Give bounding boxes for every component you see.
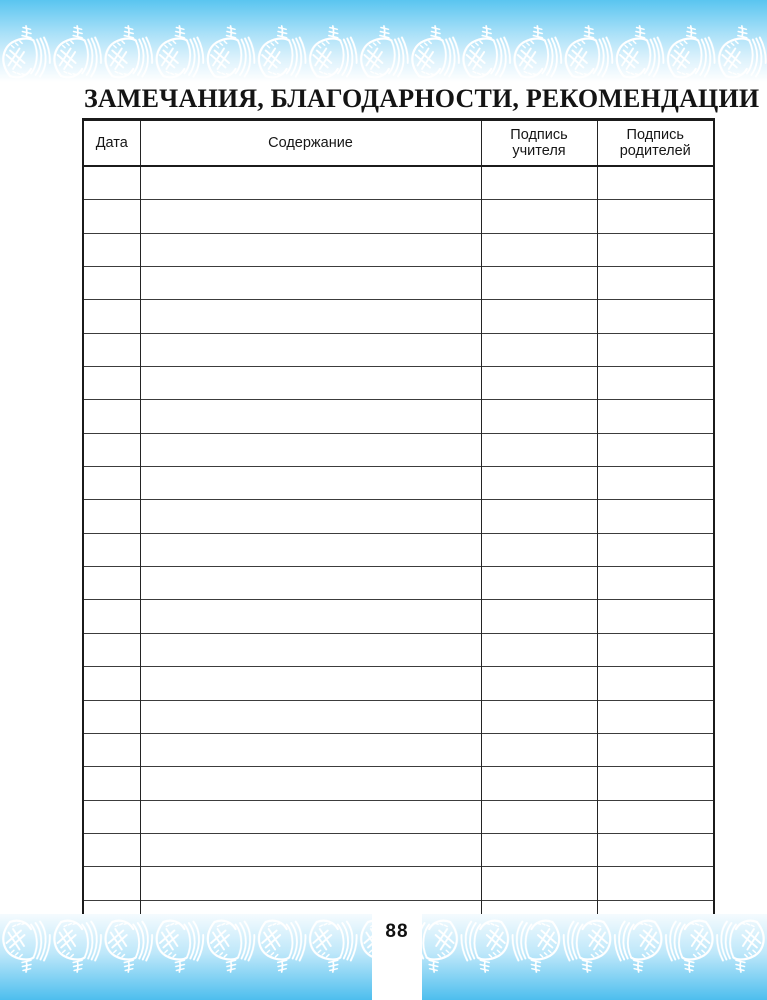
cell-parent-signature: [597, 333, 714, 366]
cell-date: [83, 200, 140, 233]
table-row: [83, 733, 714, 766]
cell-content: [140, 767, 481, 800]
cell-parent-signature: [597, 833, 714, 866]
cell-teacher-signature: [481, 500, 597, 533]
cell-parent-signature: [597, 400, 714, 433]
cell-content: [140, 500, 481, 533]
cell-date: [83, 333, 140, 366]
cell-content: [140, 733, 481, 766]
cell-teacher-signature: [481, 467, 597, 500]
table-row: [83, 833, 714, 866]
cell-date: [83, 400, 140, 433]
cell-date: [83, 600, 140, 633]
table-row: [83, 500, 714, 533]
table-row: [83, 233, 714, 266]
table-row: [83, 667, 714, 700]
cell-content: [140, 400, 481, 433]
cell-parent-signature: [597, 166, 714, 200]
table-row: [83, 533, 714, 566]
cell-content: [140, 200, 481, 233]
cell-parent-signature: [597, 233, 714, 266]
cell-content: [140, 833, 481, 866]
cell-parent-signature: [597, 367, 714, 400]
cell-parent-signature: [597, 533, 714, 566]
cell-parent-signature: [597, 600, 714, 633]
cell-date: [83, 500, 140, 533]
cell-date: [83, 867, 140, 900]
cell-parent-signature: [597, 467, 714, 500]
cell-teacher-signature: [481, 633, 597, 666]
cell-date: [83, 467, 140, 500]
cell-parent-signature: [597, 800, 714, 833]
cell-date: [83, 533, 140, 566]
cell-teacher-signature: [481, 567, 597, 600]
cell-parent-signature: [597, 733, 714, 766]
cell-date: [83, 767, 140, 800]
cell-content: [140, 333, 481, 366]
table-row: [83, 300, 714, 333]
cell-teacher-signature: [481, 767, 597, 800]
cell-content: [140, 600, 481, 633]
cell-content: [140, 367, 481, 400]
cell-teacher-signature: [481, 166, 597, 200]
cell-teacher-signature: [481, 867, 597, 900]
cell-content: [140, 433, 481, 466]
table-row: [83, 567, 714, 600]
cell-content: [140, 633, 481, 666]
table-row: [83, 767, 714, 800]
cell-content: [140, 533, 481, 566]
cell-date: [83, 667, 140, 700]
cell-teacher-signature: [481, 367, 597, 400]
cell-date: [83, 300, 140, 333]
table-row: [83, 200, 714, 233]
cell-content: [140, 233, 481, 266]
cell-parent-signature: [597, 500, 714, 533]
table-row: [83, 433, 714, 466]
table-row: [83, 467, 714, 500]
cell-content: [140, 867, 481, 900]
cell-teacher-signature: [481, 267, 597, 300]
cell-content: [140, 667, 481, 700]
cell-teacher-signature: [481, 733, 597, 766]
cell-teacher-signature: [481, 533, 597, 566]
column-header-date: Дата: [83, 120, 140, 167]
cell-parent-signature: [597, 300, 714, 333]
cell-date: [83, 233, 140, 266]
cell-date: [83, 800, 140, 833]
cell-parent-signature: [597, 200, 714, 233]
cell-teacher-signature: [481, 600, 597, 633]
table-row: [83, 267, 714, 300]
cell-content: [140, 166, 481, 200]
cell-date: [83, 166, 140, 200]
cell-teacher-signature: [481, 233, 597, 266]
table-row: [83, 367, 714, 400]
cell-content: [140, 567, 481, 600]
cell-parent-signature: [597, 867, 714, 900]
table-row: [83, 633, 714, 666]
cell-parent-signature: [597, 633, 714, 666]
cell-parent-signature: [597, 767, 714, 800]
cell-date: [83, 433, 140, 466]
cell-teacher-signature: [481, 433, 597, 466]
page-title: ЗАМЕЧАНИЯ, БЛАГОДАРНОСТИ, РЕКОМЕНДАЦИИ: [84, 84, 760, 113]
table-row: [83, 867, 714, 900]
page-number: 88: [385, 921, 409, 942]
cell-teacher-signature: [481, 667, 597, 700]
cell-date: [83, 833, 140, 866]
cell-teacher-signature: [481, 800, 597, 833]
cell-content: [140, 467, 481, 500]
cell-teacher-signature: [481, 700, 597, 733]
cell-teacher-signature: [481, 400, 597, 433]
cell-date: [83, 633, 140, 666]
cell-date: [83, 367, 140, 400]
cell-teacher-signature: [481, 833, 597, 866]
table-row: [83, 166, 714, 200]
column-header-parent-signature: Подпись родителей: [597, 120, 714, 167]
cell-teacher-signature: [481, 200, 597, 233]
cell-content: [140, 267, 481, 300]
remarks-table: [82, 118, 715, 935]
table-row: [83, 600, 714, 633]
cell-date: [83, 700, 140, 733]
table-row: [83, 333, 714, 366]
cell-parent-signature: [597, 433, 714, 466]
table-header-row: [83, 120, 714, 167]
table-row: [83, 700, 714, 733]
cell-teacher-signature: [481, 300, 597, 333]
column-header-teacher-signature: Подпись учителя: [481, 120, 597, 167]
cell-parent-signature: [597, 667, 714, 700]
decorative-border-top-ornament: [0, 0, 767, 82]
cell-parent-signature: [597, 700, 714, 733]
cell-teacher-signature: [481, 333, 597, 366]
table-row: [83, 800, 714, 833]
cell-parent-signature: [597, 567, 714, 600]
cell-content: [140, 700, 481, 733]
cell-parent-signature: [597, 267, 714, 300]
column-header-content: Содержание: [140, 120, 481, 167]
table-body: [83, 166, 714, 934]
cell-date: [83, 733, 140, 766]
table-row: [83, 400, 714, 433]
cell-content: [140, 300, 481, 333]
cell-content: [140, 800, 481, 833]
page-number-notch: [372, 914, 422, 1000]
cell-date: [83, 567, 140, 600]
cell-date: [83, 267, 140, 300]
